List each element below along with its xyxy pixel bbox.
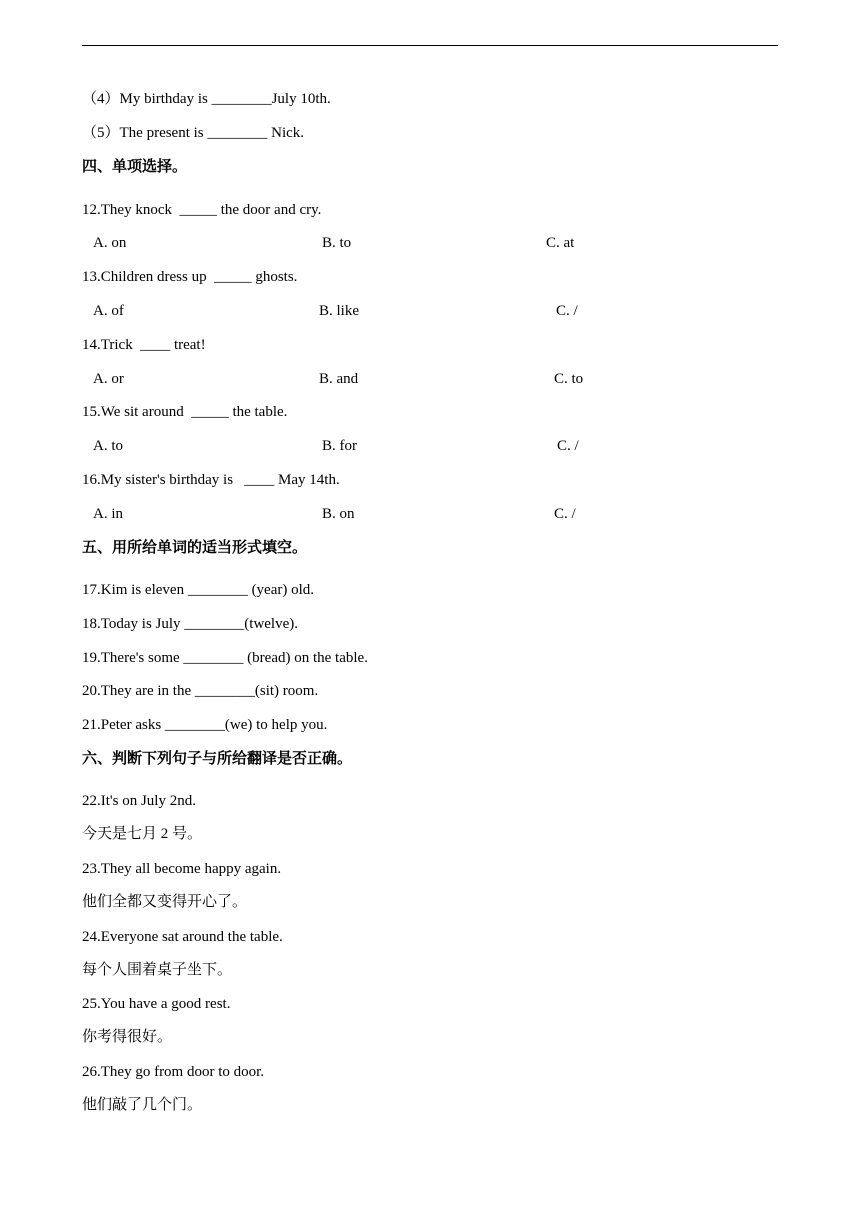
fill-question-17: 17.Kim is eleven ________ (year) old. [82,582,315,598]
question-13: 13.Children dress up _____ ghosts. [82,269,298,285]
q16-option-a: A. in [93,506,123,522]
fill-item-5: （5）The present is ________ Nick. [82,125,305,141]
section-5-heading: 五、用所给单词的适当形式填空。 [82,538,308,556]
q14-option-b: B. and [319,371,359,387]
judge-translation-22: 今天是七月 2 号。 [82,826,203,842]
judge-question-23: 23.They all become happy again. [82,861,282,877]
q15-option-b: B. for [322,438,357,454]
q14-option-a: A. or [93,371,124,387]
fill-question-21: 21.Peter asks ________(we) to help you. [82,717,328,733]
judge-question-22: 22.It's on July 2nd. [82,793,196,809]
question-12: 12.They knock _____ the door and cry. [82,202,322,218]
judge-translation-26: 他们敲了几个门。 [82,1097,203,1113]
fill-question-19: 19.There's some ________ (bread) on the table. [82,650,368,666]
q13-option-b: B. like [319,303,359,319]
fill-item-4: （4）My birthday is ________July 10th. [82,91,331,107]
q12-option-a: A. on [93,235,127,251]
fill-question-20: 20.They are in the ________(sit) room. [82,683,319,699]
q16-option-b: B. on [322,506,355,522]
q16-option-c: C. / [554,506,576,522]
q12-option-b: B. to [322,235,352,251]
header-rule [82,45,778,46]
question-15: 15.We sit around _____ the table. [82,404,288,420]
q13-option-c: C. / [556,303,578,319]
section-4-heading: 四、单项选择。 [82,157,188,175]
section-6-heading: 六、判断下列句子与所给翻译是否正确。 [82,749,353,767]
fill-question-18: 18.Today is July ________(twelve). [82,616,299,632]
judge-translation-25: 你考得很好。 [82,1029,173,1045]
question-14: 14.Trick ____ treat! [82,337,206,353]
judge-question-26: 26.They go from door to door. [82,1064,265,1080]
q14-option-c: C. to [554,371,584,387]
question-16: 16.My sister's birthday is ____ May 14th. [82,472,340,488]
q12-option-c: C. at [546,235,575,251]
q15-option-a: A. to [93,438,123,454]
judge-translation-24: 每个人围着桌子坐下。 [82,962,233,978]
q13-option-a: A. of [93,303,124,319]
judge-translation-23: 他们全都又变得开心了。 [82,894,248,910]
judge-question-24: 24.Everyone sat around the table. [82,929,283,945]
q15-option-c: C. / [557,438,579,454]
judge-question-25: 25.You have a good rest. [82,996,231,1012]
